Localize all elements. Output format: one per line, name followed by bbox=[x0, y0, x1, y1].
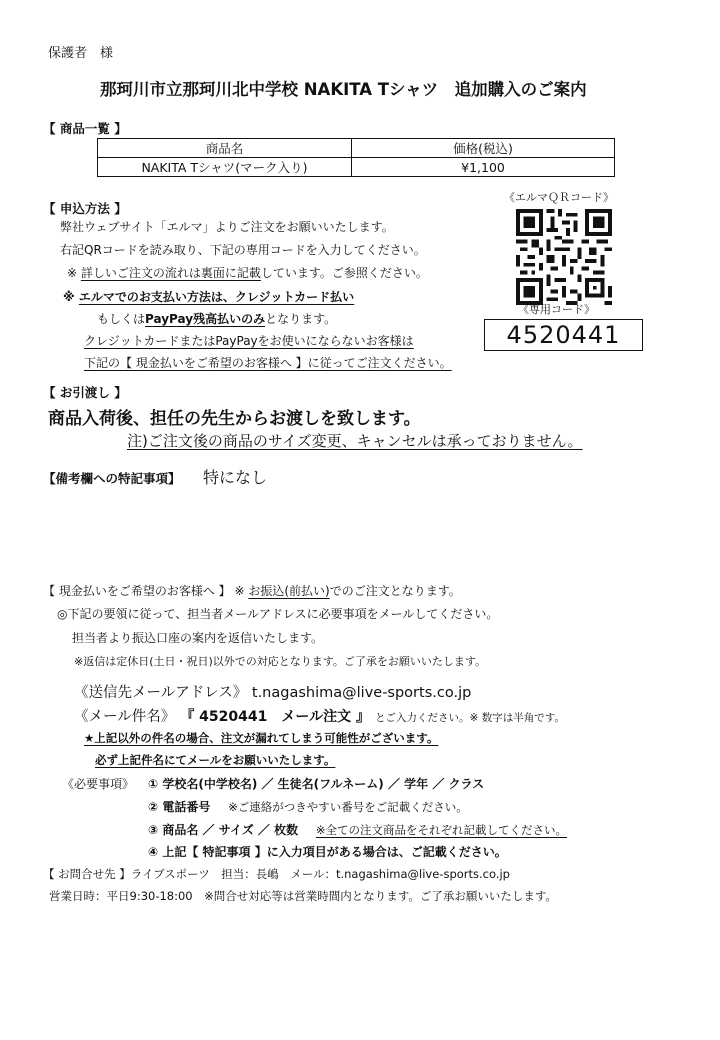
qr-code-icon[interactable] bbox=[516, 209, 612, 305]
cash-line-2: 担当者より振込口座の案内を返信いたします。 bbox=[72, 631, 324, 645]
code-caption: 《専用コード》 bbox=[518, 303, 595, 316]
product-name: NAKITA Tシャツ(マーク入り) bbox=[98, 158, 352, 177]
greeting: 保護者 様 bbox=[48, 46, 114, 61]
subject-row bbox=[74, 705, 565, 726]
col-product-name: 商品名 bbox=[98, 139, 352, 158]
products-table bbox=[97, 138, 615, 177]
apply-note-2 bbox=[63, 288, 354, 305]
table-header-row bbox=[98, 139, 615, 158]
warning-1: ★上記以外の件名の場合、注文が漏れてしまう可能性がございます。 bbox=[84, 731, 439, 745]
required-item-4: ④ 上記【 特記事項 】に入力項目がある場合は、ご記載ください。 bbox=[148, 845, 507, 859]
delivery-heading: 【 お引渡し 】 bbox=[43, 385, 127, 400]
cash-note-rest: でのご注文となります。 bbox=[329, 584, 461, 598]
subject-value: 『 4520441 メール注文 』 bbox=[180, 709, 370, 725]
required-item-2 bbox=[148, 798, 468, 815]
apply-note-5: 下記の【 現金払いをご希望のお客様へ 】に従ってご注文ください。 bbox=[84, 356, 452, 370]
subject-label: 《メール件名》 bbox=[74, 709, 176, 725]
apply-note-4: クレジットカードまたはPayPayをお使いにならないお客様は bbox=[84, 334, 414, 348]
required-item-main: ③ 商品名 ／ サイズ ／ 枚数 bbox=[148, 823, 299, 837]
remarks-value: 特になし bbox=[203, 468, 268, 487]
apply-line-1: 弊社ウェブサイト「エルマ」よりご注文をお願いいたします。 bbox=[60, 220, 394, 234]
page-title: 那珂川市立那珂川北中学校 NAKITA Tシャツ 追加購入のご案内 bbox=[100, 80, 587, 99]
product-price: ¥1,100 bbox=[352, 158, 615, 177]
table-row bbox=[98, 158, 615, 177]
qr-caption: 《エルマＱＲコード》 bbox=[504, 191, 614, 204]
contact-line-1: 【 お問合せ先 】ライブスポーツ 担当：長嶋 メール：t.nagashima@live-sports.co.jp bbox=[43, 867, 510, 881]
note-underlined: PayPay残高払いのみ bbox=[145, 312, 266, 326]
note-prefix: ※ bbox=[63, 290, 79, 304]
required-item-3 bbox=[148, 821, 567, 838]
required-item-1: ① 学校名(中学校名) ／ 生徒名(フルネーム) ／ 学年 ／ クラス bbox=[148, 777, 485, 791]
dedicated-code: 4520441 bbox=[484, 319, 643, 351]
subject-note: とご入力ください。※ 数字は半角です。 bbox=[375, 712, 565, 724]
col-price: 価格(税込) bbox=[352, 139, 615, 158]
required-item-note: ※ご連絡がつきやすい番号をご記載ください。 bbox=[228, 800, 468, 814]
cash-line-1: ◎下記の要領に従って、担当者メールアドレスに必要事項をメールしてください。 bbox=[57, 607, 499, 621]
email-row bbox=[74, 681, 471, 702]
cash-note-prefix: ※ bbox=[234, 584, 249, 598]
apply-note-1 bbox=[67, 264, 428, 281]
note-prefix: もしくは bbox=[97, 312, 146, 326]
apply-note-3 bbox=[97, 310, 336, 327]
remarks-heading: 【備考欄への特記事項】 bbox=[43, 471, 181, 486]
note-underlined: エルマでのお支払い方法は、クレジットカード払い bbox=[78, 290, 355, 304]
contact-line-2: 営業日時：平日9:30-18:00 ※問合せ対応等は営業時間内となります。ご了承お願いいたします。 bbox=[49, 889, 557, 903]
note-suffix: しています。ご参照ください。 bbox=[260, 266, 428, 280]
cash-heading-row bbox=[43, 582, 461, 599]
cash-line-3: ※返信は定休日(土日・祝日)以外での対応となります。ご了承をお願いいたします。 bbox=[74, 655, 487, 668]
required-item-note: ※全ての注文商品をそれぞれ記載してください。 bbox=[315, 823, 568, 837]
apply-heading: 【 申込方法 】 bbox=[43, 201, 127, 216]
note-suffix: となります。 bbox=[265, 312, 337, 326]
delivery-line-1: 商品入荷後、担任の先生からお渡しを致します。 bbox=[48, 409, 421, 429]
delivery-line-2: 注)ご注文後の商品のサイズ変更、キャンセルは承っておりません。 bbox=[127, 432, 583, 450]
email-label: 《送信先メールアドレス》 bbox=[74, 685, 248, 701]
products-heading: 【 商品一覧 】 bbox=[43, 121, 127, 136]
cash-note-underlined: お振込(前払い) bbox=[248, 584, 330, 598]
required-label: 《必要事項》 bbox=[62, 777, 135, 791]
apply-line-2: 右記QRコードを読み取り、下記の専用コードを入力してください。 bbox=[60, 243, 426, 257]
warning-2: 必ず上記件名にてメールをお願いいたします。 bbox=[95, 753, 336, 767]
note-underlined: 詳しいご注文の流れは裏面に記載 bbox=[80, 266, 261, 280]
cash-heading: 【 現金払いをご希望のお客様へ 】 bbox=[43, 584, 231, 598]
required-item-main: ② 電話番号 bbox=[148, 800, 211, 814]
note-prefix: ※ bbox=[67, 266, 81, 280]
email-address: t.nagashima@live-sports.co.jp bbox=[251, 685, 472, 701]
